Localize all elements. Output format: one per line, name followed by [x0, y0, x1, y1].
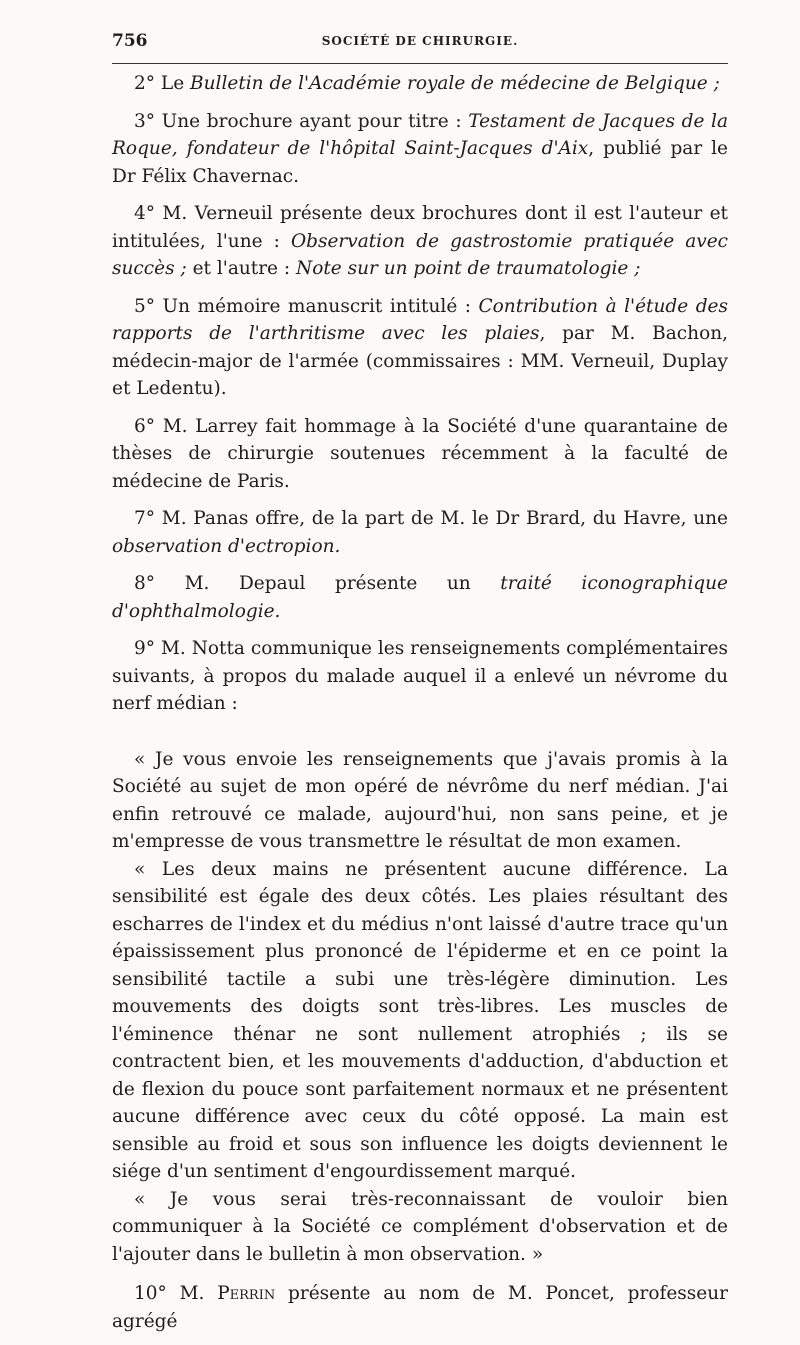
item-text: Une brochure ayant pour titre : [155, 110, 469, 132]
item-title: observation d'ectropion. [112, 535, 341, 557]
item-text: et l'autre : [186, 258, 296, 279]
quote-paragraph: « Je vous serai très-reconnaissant de vouloir bien communiquer à la Société ce complément d'observation et de l'ajouter dans le bulletin à mon observation. » [112, 1188, 728, 1265]
item-title: Testament de Jacques de la Roque, fondateur de l'hôpital Saint-Jacques d'Aix [112, 110, 728, 159]
item-number: 7° [134, 508, 156, 529]
item-title: Bulletin de l'Académie royale de médecine de Belgique ; [190, 73, 720, 94]
item-number: 9° [134, 638, 156, 659]
item-text: , par M. Bachon, médecin-major de l'armée (commissaires : MM. Verneuil, Duplay et Ledentu). [112, 323, 728, 399]
item-text: Le [155, 73, 191, 94]
list-item [112, 200, 728, 283]
item-text: M. Larrey fait hommage à la Société d'une quarantaine de thèses de chirurgie soutenues récemment à la faculté de médecine de Paris. [112, 415, 728, 492]
item-number: 5° [134, 295, 156, 317]
quoted-letter [112, 746, 728, 1269]
header-rule [112, 63, 728, 64]
item-title: Observation de gastrostomie pratiquée avec succès ; [112, 230, 729, 279]
item-text: M. Notta communique les renseignements complémentaires suivants, à propos du malade auquel il a enlevé un névrome du nerf médian : [112, 638, 728, 714]
quote-paragraph: « Les deux mains ne présentent aucune différence. La sensibilité est égale des deux côtés. Les plaies résultant des escharres de l'index et du médius n'ont laissé d'autre trace qu'un épaississement plus prononcé de l'épiderme et en ce point la sensibilité tactile a subi une très-légère diminution. Les mouvements des doigts sont très-libres. Les muscles de l'éminence thénar ne sont nullement atrophiés ; ils se contractent bien, et les mouvements d'adduction, d'abduction et de flexion du pouce sont parfaitement normaux et ne présentent aucune différence avec ceux du côté opposé. La main est sensible au froid et sous son influence les doigts deviennent le siége d'un sentiment d'engourdissement marqué. [112, 858, 728, 1182]
item-number: 4° [134, 203, 156, 224]
page-header [112, 26, 728, 66]
item-title: Note sur un point de traumatologie ; [296, 258, 641, 279]
item-number: 3° [134, 110, 156, 132]
running-title: SOCIÉTÉ DE CHIRURGIE. [321, 34, 519, 48]
list-item [112, 293, 728, 403]
item-text: M. Verneuil présente deux brochures dont il est l'auteur et intitulées, l'une : [112, 203, 728, 252]
person-name: Perrin [217, 1283, 276, 1304]
list-item [112, 635, 728, 718]
item-text: , publié par le Dr Félix Chavernac. [112, 138, 728, 187]
item-number: 6° [134, 415, 156, 437]
list-item [112, 505, 728, 560]
item-text: M. Panas offre, de la part de M. le Dr Brard, du Havre, une [155, 508, 728, 529]
list-item [112, 1280, 728, 1335]
item-number: 8° [134, 573, 156, 594]
body-text [112, 70, 728, 1345]
list-item [112, 570, 728, 625]
item-title: traité iconographique d'ophthalmologie. [112, 573, 728, 622]
list-item [112, 70, 728, 98]
item-text: présente au nom de M. Poncet, professeur agrégé [112, 1283, 728, 1332]
item-text: M. [166, 1283, 218, 1304]
page-number: 756 [112, 31, 148, 51]
item-number: 2° [134, 73, 156, 94]
quote-paragraph: « Je vous envoie les renseignements que j'avais promis à la Société au sujet de mon opéré de névrôme du nerf médian. J'ai enfin retrouvé ce malade, aujourd'hui, non sans peine, et je m'empresse de vous transmettre le résultat de mon examen. [112, 748, 728, 852]
item-number: 10° [134, 1283, 167, 1304]
item-title: Contribution à l'étude des rapports de l'arthritisme avec les plaies [112, 295, 728, 344]
item-text: Un mémoire manuscrit intitulé : [155, 295, 479, 317]
list-item [112, 108, 728, 191]
item-text: M. Depaul présente un [155, 573, 501, 594]
list-item [112, 413, 728, 496]
